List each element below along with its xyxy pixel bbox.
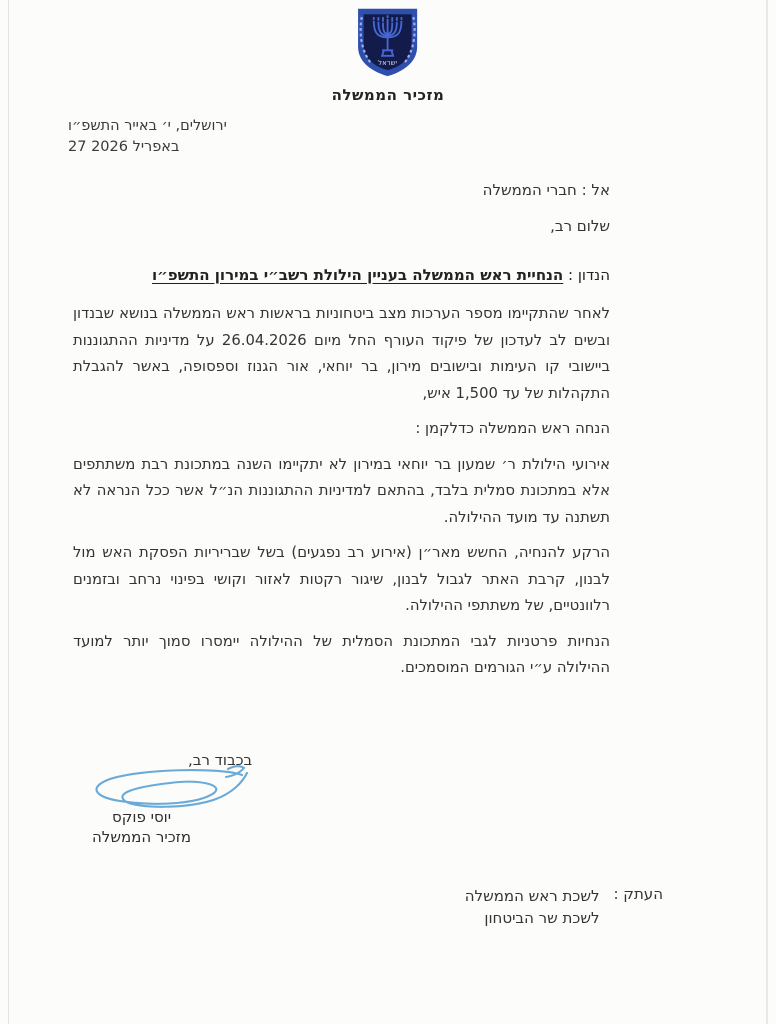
body-paragraph: אירועי הילולת ר׳ שמעון בר יוחאי במירון לא יתקיימו השנה במתכונת רבת משתתפים אלא במתכונת סמלית בלבד, בהתאם למדיניות ההתגוננות הנ״ל אשר ככל הנראה לא תשתנה עד מועד ההילולה. [73, 455, 610, 526]
valediction: בכבוד רב, [188, 751, 253, 769]
scan-edge-line [766, 0, 768, 1024]
civil-date: 27 באפריל 2026 [68, 139, 180, 155]
salutation-line: שלום רב, [550, 217, 610, 235]
org-title: מזכיר הממשלה [331, 86, 445, 104]
copies-label: העתק : [613, 885, 663, 903]
signer-title: מזכיר הממשלה [92, 828, 192, 846]
letterhead [332, 6, 445, 104]
subject-label: הנדון : [563, 266, 610, 284]
body-paragraph: הנחה ראש הממשלה כדלקמן : [415, 420, 610, 437]
hebrew-date: ירושלים, י׳ באייר התשפ״ו [68, 118, 227, 134]
body-paragraph: לאחר שהתקיימו מספר הערכות מצב ביטחוניות בראשות ראש הממשלה בנושא שבנדון ובשים לב לעדכון של פיקוד העורף החל מיום 26.04.2026 על מדיניות ההתגוננות ביישובי קו העימות ובישובים מירון, בר יוחאי, אור הגנוז וספסופה, באשר להגבלת התקהלות של עד 1,500 איש, [73, 305, 610, 402]
subject-title: הנחיית ראש הממשלה בעניין הילולת רשב״י במירון התשפ״ו [151, 266, 564, 284]
copy-recipient: לשכת ראש הממשלה [464, 887, 600, 905]
emblem-caption: ישראל [378, 59, 398, 68]
dateline [68, 116, 227, 158]
copies-block [465, 885, 663, 929]
letter-body [73, 301, 610, 691]
scan-edge-line [8, 0, 9, 1024]
copy-recipient: לשכת שר הביטחון [484, 909, 600, 927]
subject-line [152, 266, 610, 284]
israel-state-emblem-icon [349, 6, 427, 78]
body-paragraph: הנחיות פרטניות לגבי המתכונת הסמלית של ההילולה יימסרו סמוך יותר למועד ההילולה ע״י הגורמים המוסמכים. [73, 632, 610, 676]
signer-name: יוסי פוקס [112, 808, 172, 826]
recipient-line: אל : חברי הממשלה [482, 181, 610, 199]
body-paragraph: הרקע להנחיה, החשש מאר״ן (אירוע רב נפגעים) בשל שבריריות הפסקת האש מול לבנון, קרבת האתר לגבול לבנון, שיגור רקטות לאזור וקושי בפינוי נרחב ובזמנים רלוונטיים, של משתתפי ההילולה. [73, 544, 610, 614]
